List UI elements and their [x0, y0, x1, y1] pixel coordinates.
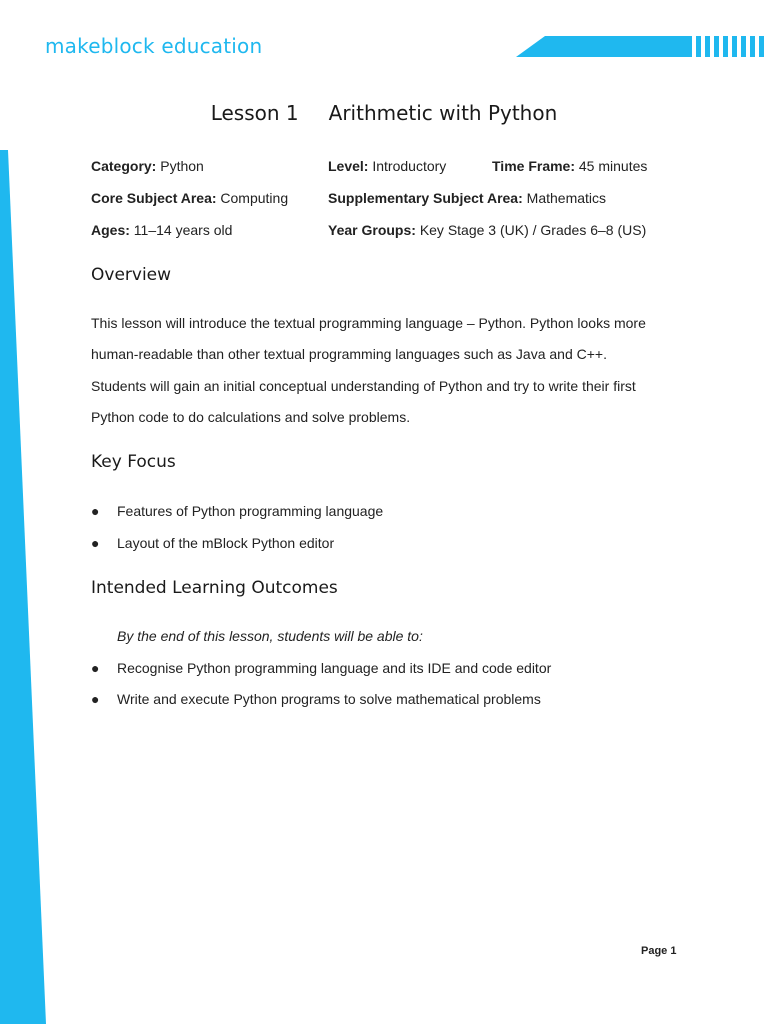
core-subject-field — [91, 190, 288, 206]
brand-logo: makeblock education — [45, 34, 263, 58]
overview-line: This lesson will introduce the textual programming language – Python. Python looks more — [91, 315, 646, 331]
level-field — [328, 158, 446, 174]
category-field — [91, 158, 204, 174]
bullet-icon: ● — [91, 503, 100, 519]
core-subject-value: Computing — [220, 190, 289, 206]
category-value: Python — [160, 158, 204, 174]
year-groups-label: Year Groups: — [328, 222, 416, 238]
lesson-title — [0, 101, 768, 125]
overview-line: human-readable than other textual programming languages such as Java and C++. — [91, 346, 607, 363]
ages-value: 11–14 years old — [133, 222, 233, 238]
overview-paragraph — [91, 308, 691, 433]
level-value: Introductory — [372, 158, 447, 174]
year-groups-field — [328, 222, 646, 238]
lesson-name: Arithmetic with Python — [328, 101, 558, 125]
overview-line: Python code to do calculations and solve problems. — [91, 408, 411, 425]
overview-line: Students will gain an initial conceptual understanding of Python and try to write their first — [91, 377, 636, 394]
bullet-icon: ● — [91, 691, 100, 707]
bullet-icon: ● — [91, 660, 100, 676]
overview-heading: Overview — [91, 265, 172, 285]
time-frame-field — [492, 158, 647, 174]
key-focus-heading: Key Focus — [91, 452, 176, 472]
outcomes-intro: By the end of this lesson, students will be able to: — [117, 628, 423, 644]
left-accent-stripe — [0, 0, 50, 1024]
supplementary-subject-label: Supplementary Subject Area: — [328, 190, 523, 206]
year-groups-value: Key Stage 3 (UK) / Grades 6–8 (US) — [419, 222, 647, 238]
time-frame-label: Time Frame: — [492, 158, 575, 174]
outcome-text: Write and execute Python programs to solve mathematical problems — [117, 691, 541, 707]
level-label: Level: — [328, 158, 369, 174]
key-focus-text: Layout of the mBlock Python editor — [117, 535, 335, 551]
outcomes-heading: Intended Learning Outcomes — [91, 578, 338, 598]
time-frame-value: 45 minutes — [578, 158, 648, 174]
supplementary-subject-field — [328, 190, 606, 206]
key-focus-text: Features of Python programming language — [117, 503, 384, 519]
lesson-number: Lesson 1 — [210, 101, 299, 125]
ages-label: Ages: — [91, 222, 130, 238]
ages-field — [91, 222, 232, 238]
supplementary-subject-value: Mathematics — [526, 190, 607, 206]
page-number: Page 1 — [641, 945, 677, 957]
outcome-text: Recognise Python programming language and its IDE and code editor — [117, 660, 552, 676]
category-label: Category: — [91, 158, 157, 174]
core-subject-label: Core Subject Area: — [91, 190, 217, 206]
bullet-icon: ● — [91, 535, 100, 551]
